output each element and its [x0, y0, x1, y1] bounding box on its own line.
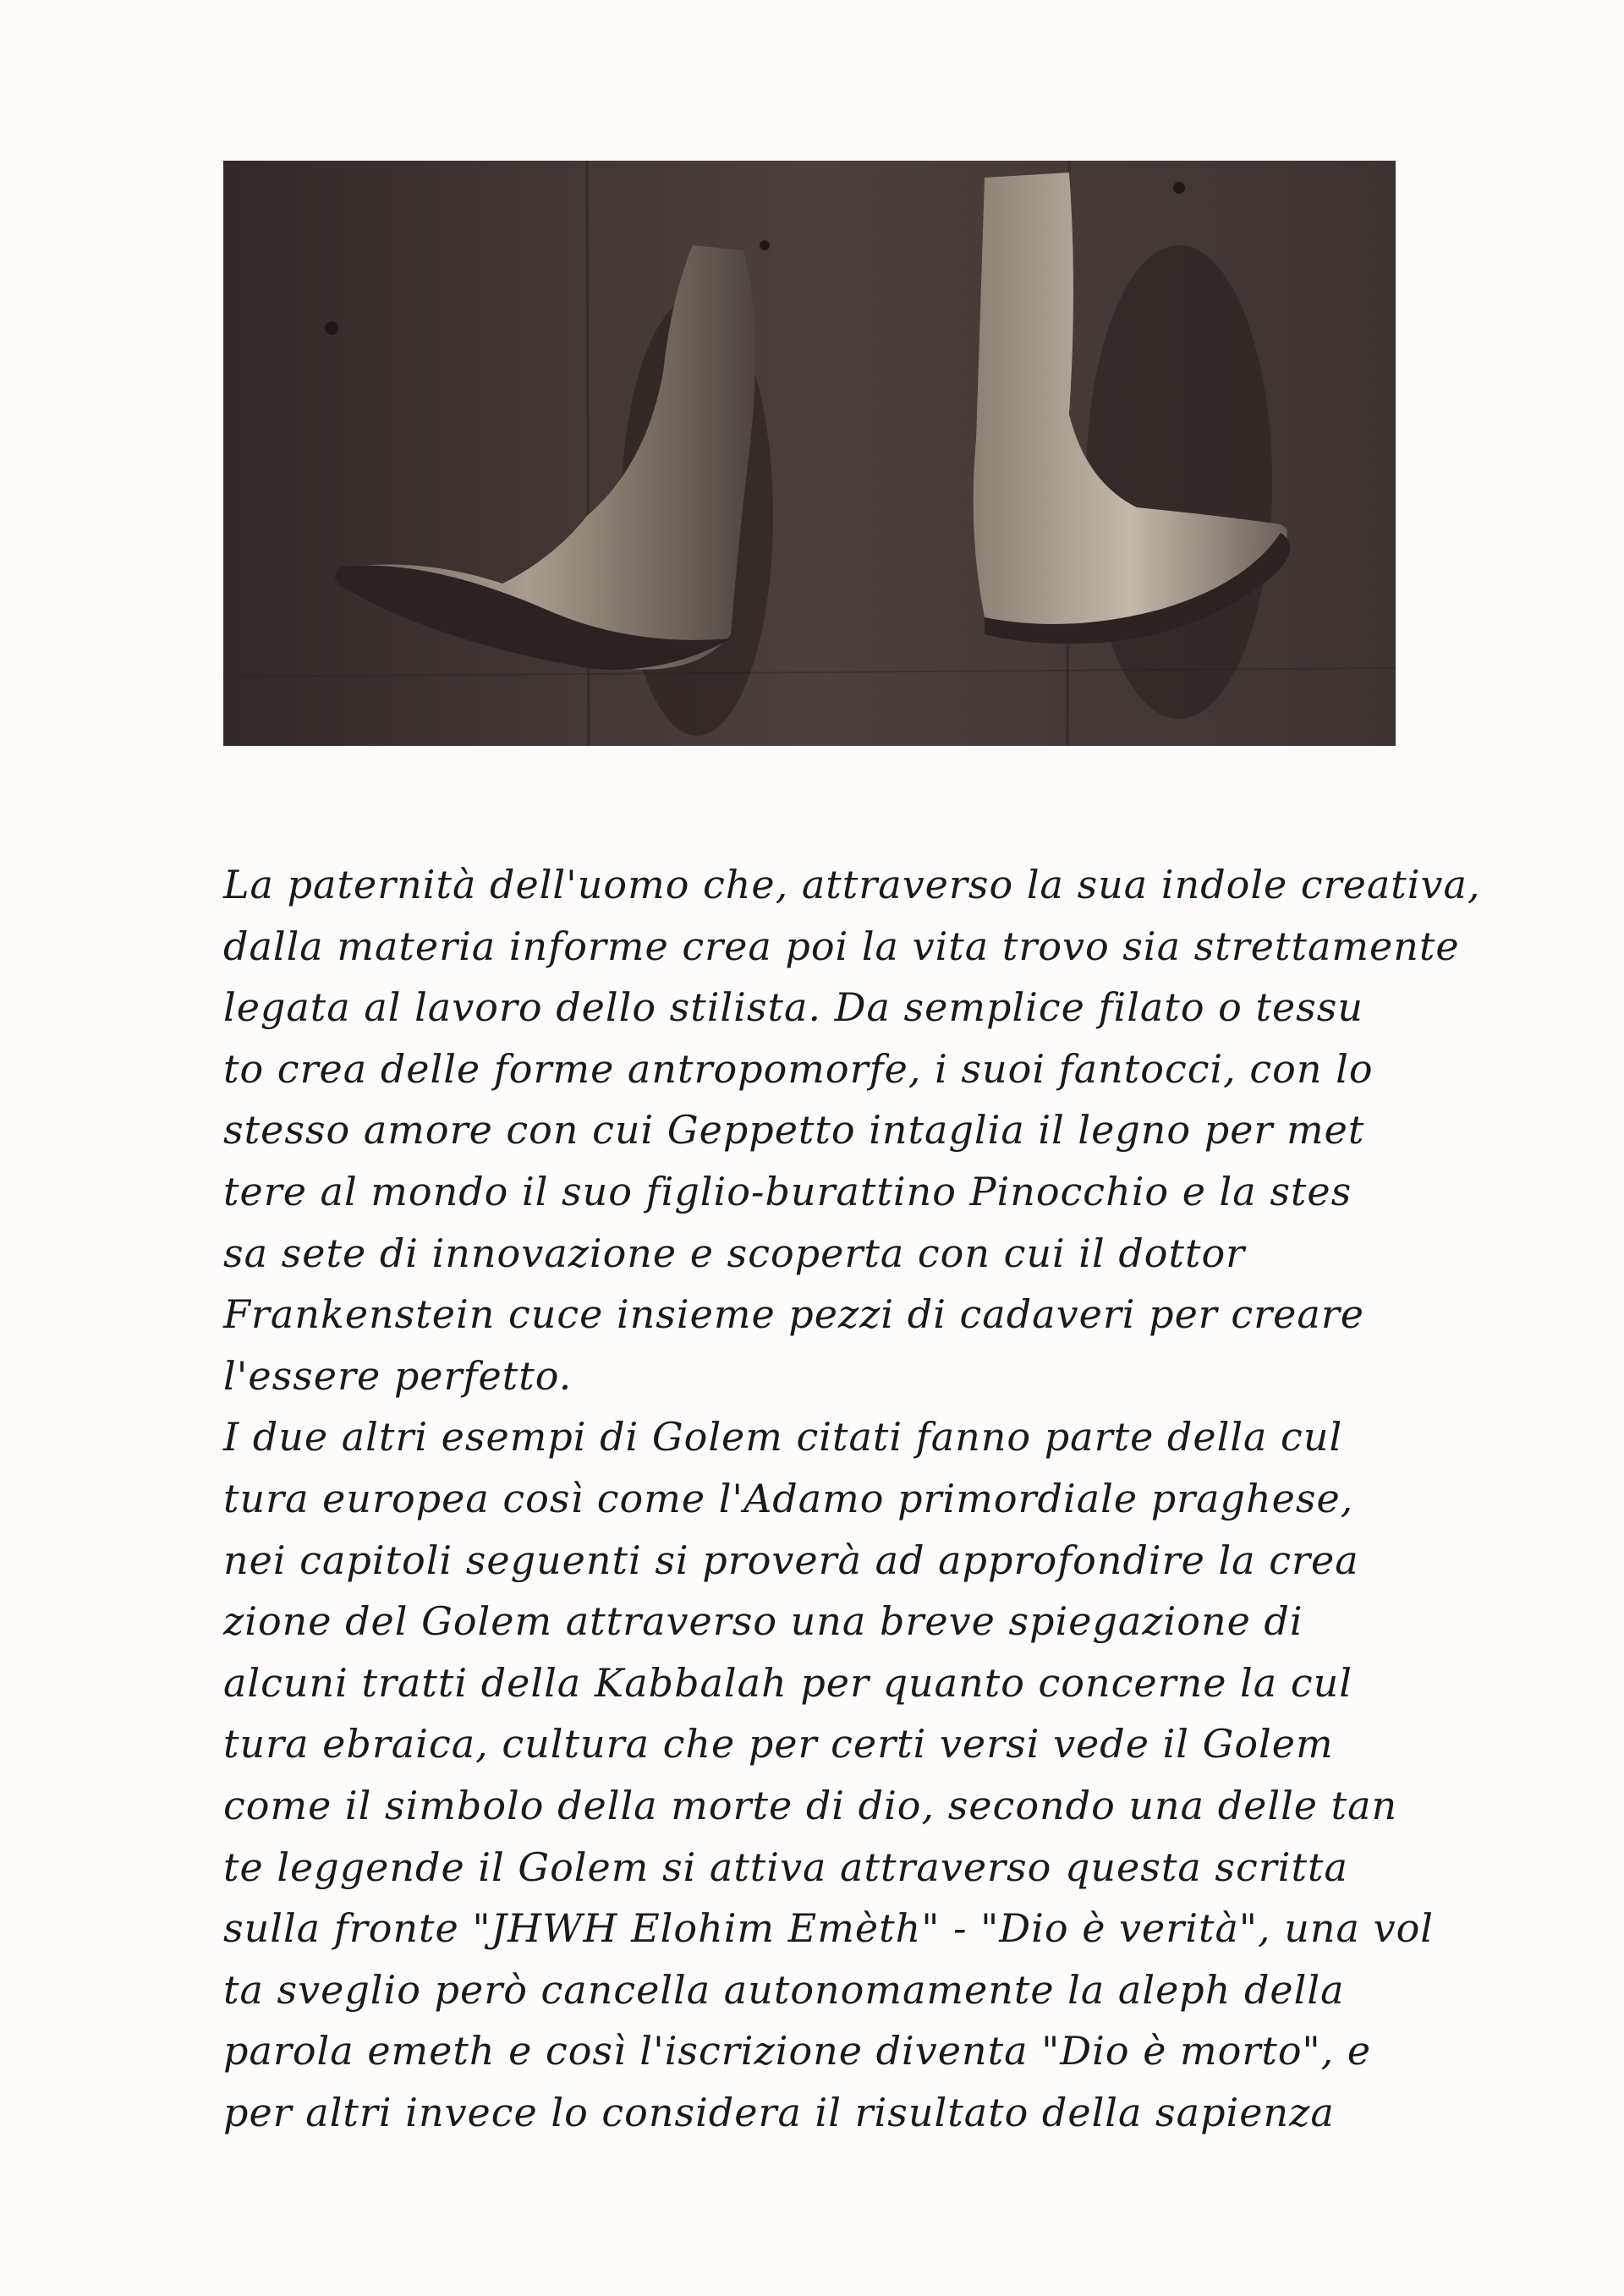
text-line: per altri invece lo considera il risultato della sapienza — [223, 2089, 1335, 2135]
text-line: tura europea così come l'Adamo primordiale praghese, — [223, 1475, 1354, 1521]
text-line: sa sete di innovazione e scoperta con cui il dottor — [223, 1230, 1246, 1276]
shoe-lasts-photo — [223, 161, 1396, 746]
text-line: nei capitoli seguenti si proverà ad approfondire la crea — [223, 1537, 1359, 1583]
text-line: legata al lavoro dello stilista. Da semplice filato o tessu — [223, 984, 1364, 1031]
text-line: l'essere perfetto. — [223, 1352, 573, 1399]
text-line: tura ebraica, cultura che per certi versi vede il Golem — [223, 1721, 1334, 1767]
text-line: come il simbolo della morte di dio, secondo una delle tan — [223, 1782, 1398, 1828]
text-line: parola emeth e così l'iscrizione diventa "Dio è morto", e — [223, 2028, 1372, 2074]
text-line: dalla materia informe crea poi la vita trovo sia strettamente — [223, 923, 1460, 969]
text-line: te leggende il Golem si attiva attraverso questa scritta — [223, 1844, 1348, 1890]
text-line: stesso amore con cui Geppetto intaglia il legno per met — [223, 1107, 1365, 1153]
text-line: to crea delle forme antropomorfe, i suoi fantocci, con lo — [223, 1045, 1374, 1092]
text-line: ta sveglio però cancella autonomamente la aleph della — [223, 1966, 1345, 2013]
text-line: La paternità dell'uomo che, attraverso la sua indole creativa, — [223, 862, 1481, 907]
text-line: Frankenstein cuce insieme pezzi di cadaveri per creare — [223, 1291, 1365, 1338]
text-line: I due altri esempi di Golem citati fanno parte della cul — [223, 1414, 1343, 1460]
text-line: zione del Golem attraverso una breve spiegazione di — [223, 1598, 1303, 1645]
text-line: tere al mondo il suo figlio-burattino Pinocchio e la stes — [223, 1168, 1352, 1214]
text-line: sulla fronte "JHWH Elohim Emèth" - "Dio è verità", una vol — [223, 1905, 1434, 1952]
handwritten-text — [223, 854, 1481, 2143]
text-line: alcuni tratti della Kabbalah per quanto concerne la cul — [223, 1659, 1352, 1706]
